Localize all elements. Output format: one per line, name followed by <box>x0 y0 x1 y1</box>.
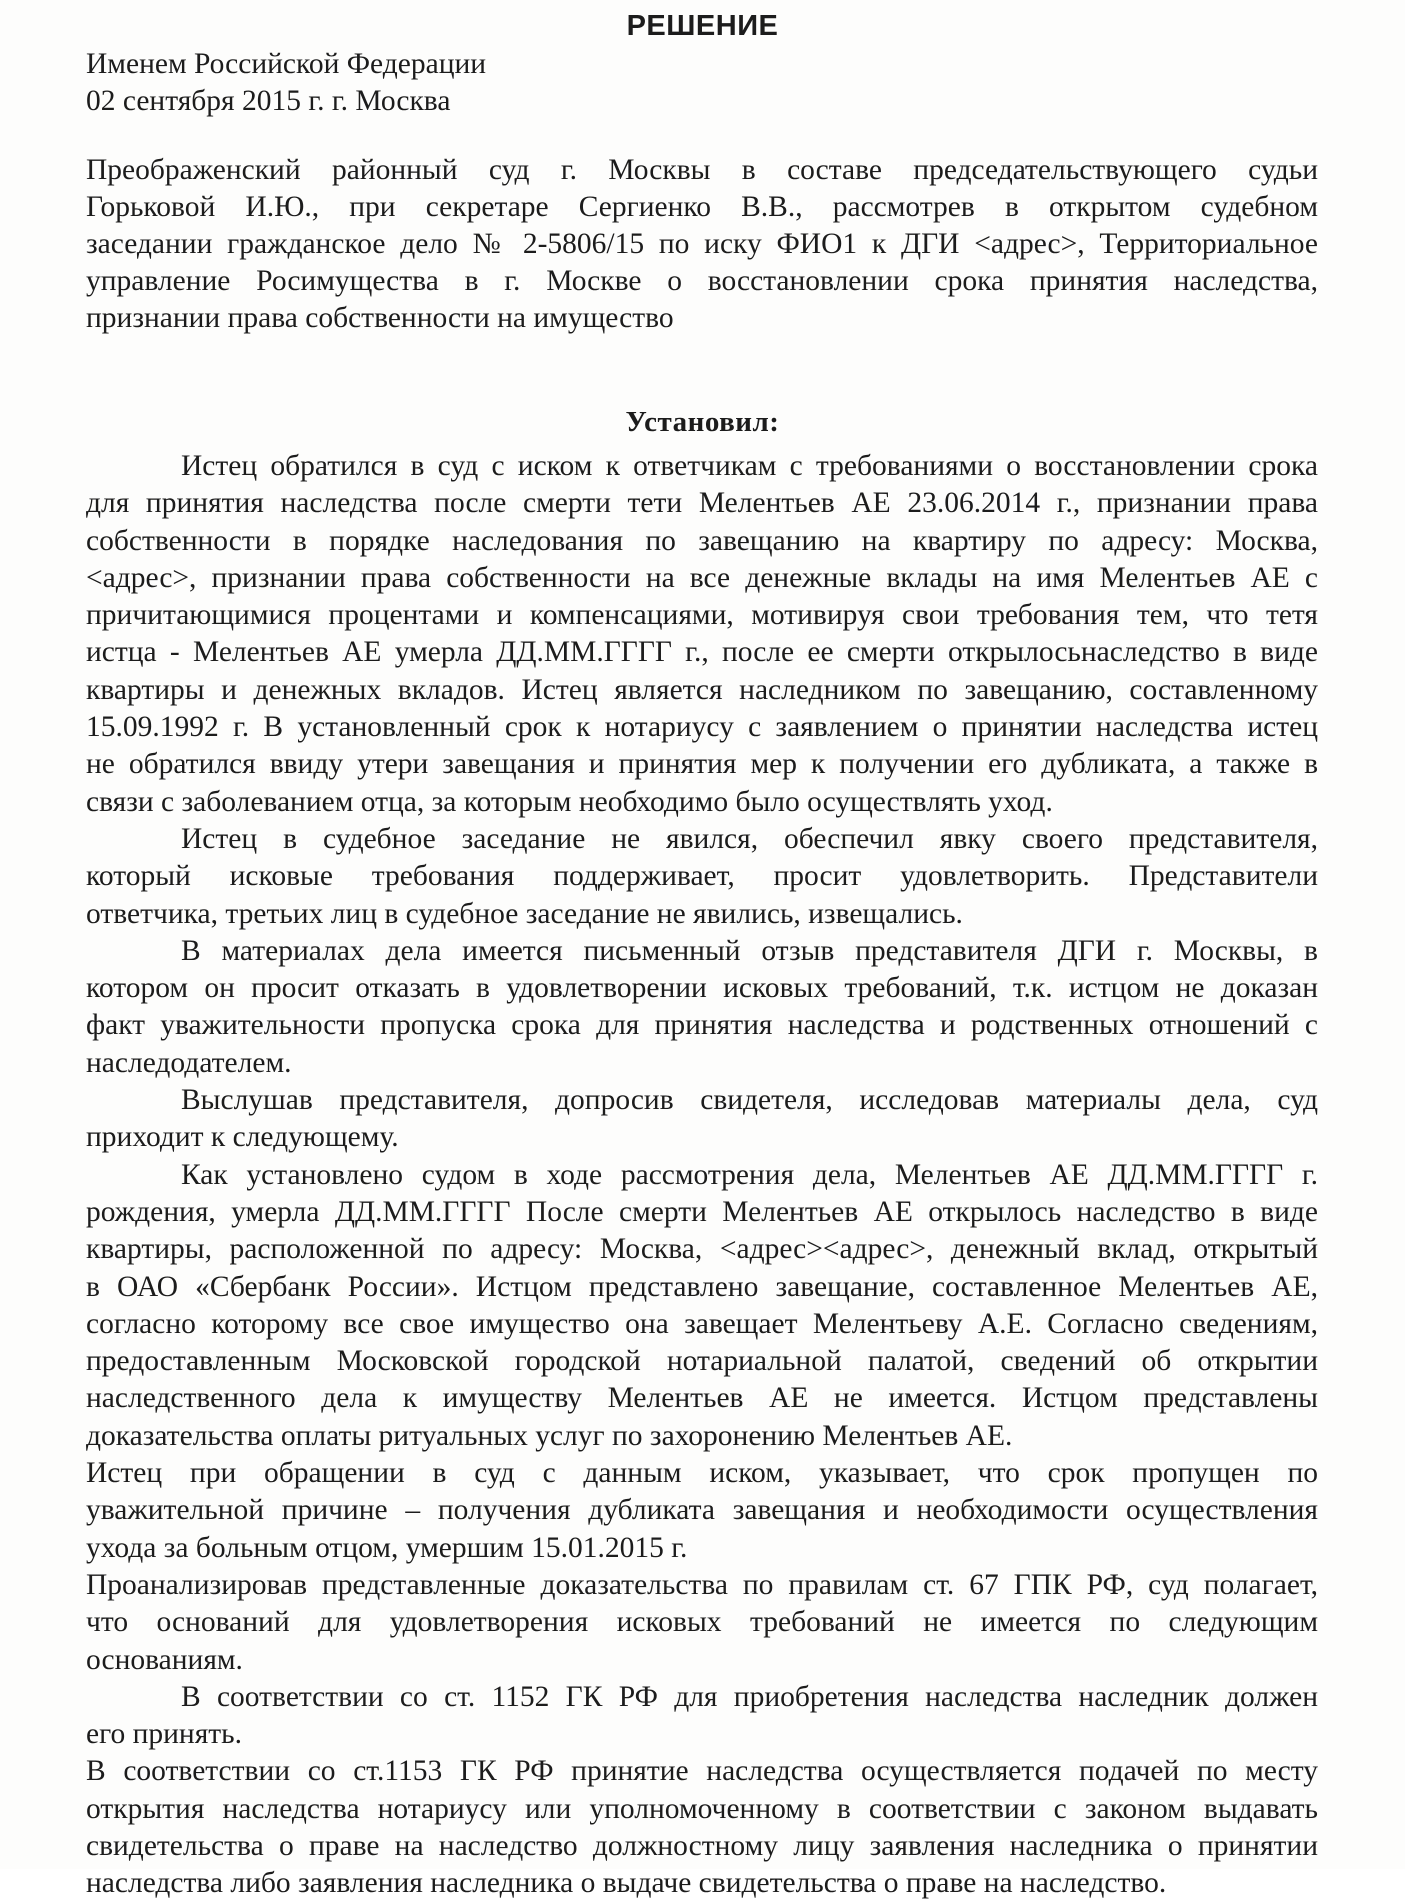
body-line: предоставленным Московской городской нотариальной палатой, сведений об открытии <box>86 1345 1318 1378</box>
document-title: РЕШЕНИЕ <box>626 10 779 42</box>
body-line: истца - Мелентьев АЕ умерла ДД.ММ.ГГГГ г., после ее смерти открылосьнаследство в виде <box>86 636 1318 669</box>
body-line: котором он просит отказать в удовлетворении исковых требований, т.к. истцом не доказан <box>86 972 1318 1005</box>
body-line: что оснований для удовлетворения исковых требований не имеется по следующим <box>86 1606 1318 1639</box>
intro-line: Преображенский районный суд г. Москвы в составе председательствующего судьи <box>86 154 1318 186</box>
body-line: 15.09.1992 г. В установленный срок к нотариусу с заявлением о принятии наследства истец <box>86 711 1318 744</box>
body-line: ответчика, третьих лиц в судебное заседание не явились, извещались. <box>86 897 963 930</box>
intro-paragraph <box>86 152 1318 337</box>
body-line: <адрес>, признании права собственности на все денежные вклады на имя Мелентьев АЕ с <box>86 561 1318 594</box>
intro-line: признании права собственности на имущество <box>86 302 674 334</box>
body-line: ухода за больным отцом, умершим 15.01.2015 г. <box>86 1531 688 1564</box>
body-line: Проанализировав представленные доказательства по правилам ст. 67 ГПК РФ, суд полагает, <box>86 1568 1318 1601</box>
body-line: наследодателем. <box>86 1046 292 1079</box>
body-line: рождения, умерла ДД.ММ.ГГГГ После смерти Мелентьев АЕ открылось наследство в виде <box>86 1195 1318 1228</box>
body-line: Истец при обращении в суд с данным иском, указывает, что срок пропущен по <box>86 1457 1318 1490</box>
body-line: собственности в порядке наследования по завещанию на квартиру по адресу: Москва, <box>86 524 1318 557</box>
intro-line: управление Росимущества в г. Москве о восстановлении срока принятия наследства, <box>86 265 1318 297</box>
body-line: Истец в судебное заседание не явился, обеспечил явку своего представителя, <box>181 822 1318 855</box>
body-line: свидетельства о праве на наследство должностному лицу заявления наследника о принятии <box>86 1829 1318 1862</box>
body-line: уважительной причине – получения дубликата завещания и необходимости осуществления <box>86 1494 1318 1527</box>
body-line: связи с заболеванием отца, за которым необходимо было осуществлять уход. <box>86 785 1053 818</box>
body-line: факт уважительности пропуска срока для принятия наследства и родственных отношений с <box>86 1009 1318 1042</box>
body-line: доказательства оплаты ритуальных услуг по захоронению Мелентьев АЕ. <box>86 1419 1013 1452</box>
body-line: В материалах дела имеется письменный отзыв представителя ДГИ г. Москвы, в <box>181 934 1318 967</box>
body-line: в ОАО «Сбербанк России». Истцом представлено завещание, составленное Мелентьев АЕ, <box>86 1270 1318 1303</box>
body-line: наследственного дела к имуществу Мелентьев АЕ не имеется. Истцом представлены <box>86 1382 1318 1415</box>
body-line: его принять. <box>86 1718 242 1751</box>
body-text <box>86 448 1318 1903</box>
body-line: не обратился ввиду утери завещания и принятия мер к получении его дубликата, а также в <box>86 748 1318 781</box>
body-line: Истец обратился в суд с иском к ответчикам с требованиями о восстановлении срока <box>181 450 1318 482</box>
body-line: В соответствии со ст. 1152 ГК РФ для приобретения наследства наследник должен <box>181 1680 1318 1713</box>
body-line: квартиры и денежных вкладов. Истец является наследником по завещанию, составленному <box>86 673 1318 706</box>
header-line-date-place: 02 сентября 2015 г. г. Москва <box>86 85 451 117</box>
body-line: квартиры, расположенной по адресу: Москва, <адрес><адрес>, денежный вклад, открытый <box>86 1233 1318 1266</box>
body-line: причитающимися процентами и компенсациями, мотивируя свои требования тем, что тетя <box>86 599 1318 632</box>
body-line: Как установлено судом в ходе рассмотрения дела, Мелентьев АЕ ДД.ММ.ГГГГ г. <box>181 1158 1318 1191</box>
section-title: Установил: <box>625 406 780 438</box>
body-line: основаниям. <box>86 1643 243 1676</box>
body-line: который исковые требования поддерживает, просит удовлетворить. Представители <box>86 860 1318 893</box>
intro-line: заседании гражданское дело № 2-5806/15 по иску ФИО1 к ДГИ <адрес>, Территориальное <box>86 228 1318 260</box>
intro-line: Горьковой И.Ю., при секретаре Сергиенко В.В., рассмотрев в открытом судебном <box>86 191 1318 223</box>
body-line: приходит к следующему. <box>86 1121 399 1154</box>
body-line: наследства либо заявления наследника о выдаче свидетельства о праве на наследство. <box>86 1867 1167 1900</box>
body-line: для принятия наследства после смерти тети Мелентьев АЕ 23.06.2014 г., признании права <box>86 487 1318 520</box>
body-line: открытия наследства нотариусу или уполномоченному в соответствии с законом выдавать <box>86 1792 1318 1825</box>
body-line: Выслушав представителя, допросив свидетеля, исследовав материалы дела, суд <box>181 1084 1318 1117</box>
body-line: согласно которому все свое имущество она завещает Мелентьеву А.Е. Согласно сведениям, <box>86 1307 1318 1340</box>
body-line: В соответствии со ст.1153 ГК РФ принятие наследства осуществляется подачей по месту <box>86 1755 1318 1788</box>
header-line-federation: Именем Российской Федерации <box>86 48 487 80</box>
